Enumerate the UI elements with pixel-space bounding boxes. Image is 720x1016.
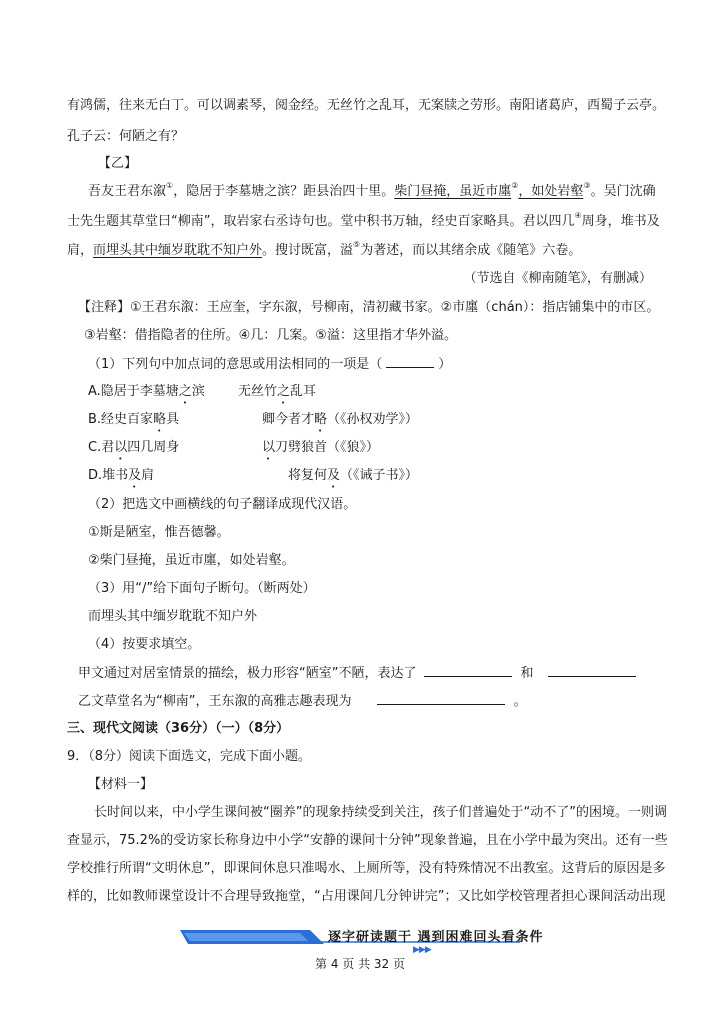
- q1-option-right: 无丝竹之乱耳: [238, 384, 317, 399]
- section-title: 三、现代文阅读（36分）（一）（8分）: [67, 721, 290, 736]
- question-1-stem: （1）下列句中加点词的意思或用法相同的一项是（ ）: [88, 357, 452, 372]
- question-9-stem: 9．（8分）阅读下面选文，完成下面小题。: [67, 749, 312, 764]
- q1-option-right: 卿今者才略（《孙权劝学》）: [262, 412, 419, 427]
- page-number: 第 4 页 共 32 页: [315, 957, 405, 971]
- q1-option-right: 将复何及（《诫子书》）: [288, 468, 419, 483]
- question-3-sentence: 而埋头其中缅岁耽耽不知户外: [88, 609, 258, 624]
- material-paragraph-line: 长时间以来，中小学生课间被“圈养”的现象持续受到关注，孩子们普遍处于“动不了”的困境。一则调: [94, 805, 667, 820]
- question-2-sentence: ①斯是陋室，惟吾德馨。: [88, 525, 230, 540]
- q1-option-left: D.堆书及肩: [88, 468, 155, 483]
- question-4-line: 甲文通过对居室情景的描绘，极力形容“陋室”不陋，表达了 和: [78, 664, 636, 683]
- q1-option-left: A.隐居于李墓塘之滨: [88, 384, 205, 399]
- passage-a-line: 有鸿儒，往来无白丁。可以调素琴，阅金经。无丝竹之乱耳，无案牍之劳形。南阳诸葛庐，西蜀子云亭。: [67, 98, 666, 113]
- footer-arrows-icon: ▶▶▶: [413, 945, 431, 955]
- answer-blank[interactable]: [377, 692, 505, 705]
- notes-line: 【注释】①王君东溆：王应奎，字东溆，号柳南，清初藏书家。②市廛（chán）：指店铺集中的市区。: [78, 300, 660, 315]
- question-3-stem: （3）用“/”给下面句子断句。（断两处）: [88, 581, 316, 596]
- passage-b-line: 肩，而埋头其中缅岁耽耽不知户外。搜讨既富，溢⑤为著述，而以其绪余成《随笔》六卷。: [67, 240, 582, 258]
- q1-option-right: 以刀劈狼首（《狼》）: [262, 440, 380, 455]
- answer-blank[interactable]: [424, 664, 512, 677]
- notes-line: ③岩壑：借指隐者的住所。④几：几案。⑤溢：这里指才华外溢。: [84, 328, 457, 343]
- q1-option-left: C.君以四几周身: [88, 440, 180, 455]
- question-2-sentence: ②柴门昼掩，虽近市廛，如处岩壑。: [88, 553, 295, 568]
- passage-b-line: 吾友王君东溆①，隐居于李墓塘之滨？距县治四十里。柴门昼掩，虽近市廛②，如处岩壑③。吴门沈确: [88, 181, 656, 199]
- q1-option-left: B.经史百家略具: [88, 412, 180, 427]
- answer-blank[interactable]: [548, 664, 636, 677]
- footer-slogan: 逐字研读题干 遇到困难回头看条件: [328, 930, 544, 945]
- passage-b-line: 士先生题其草堂曰“柳南”，取岩家右丞诗句也。堂中积书万轴，经史百家略具。君以四几④周身，堆书及: [67, 211, 660, 229]
- question-4-stem: （4）按要求填空。: [88, 637, 201, 652]
- footer-banner-shape: [184, 933, 308, 941]
- question-2-stem: （2）把选文中画横线的句子翻译成现代汉语。: [88, 497, 357, 512]
- material-paragraph-line: 样的，比如教师课堂设计不合理导致拖堂，“占用课间几分钟讲完”；又比如学校管理者担心课间活动出现: [67, 889, 666, 904]
- passage-a-line: 孔子云：何陋之有？: [67, 129, 185, 144]
- material-paragraph-line: 查显示，75.2%的受访家长称身边中小学“安静的课间十分钟”现象普遍，且在小学中最为突出。还有一些: [67, 833, 668, 848]
- material-heading: 【材料一】: [88, 777, 154, 792]
- material-paragraph-line: 学校推行所谓“文明休息”，即课间休息只准喝水、上厕所等，没有特殊情况不出教室。这背后的原因是多: [67, 861, 666, 876]
- answer-blank[interactable]: [386, 355, 434, 368]
- passage-b-source: （节选自《柳南随笔》，有删减）: [463, 271, 652, 286]
- passage-b-heading: 【乙】: [98, 156, 138, 171]
- question-4-line: 乙文草堂名为“柳南”，王东溆的高雅志趣表现为 。: [78, 694, 527, 709]
